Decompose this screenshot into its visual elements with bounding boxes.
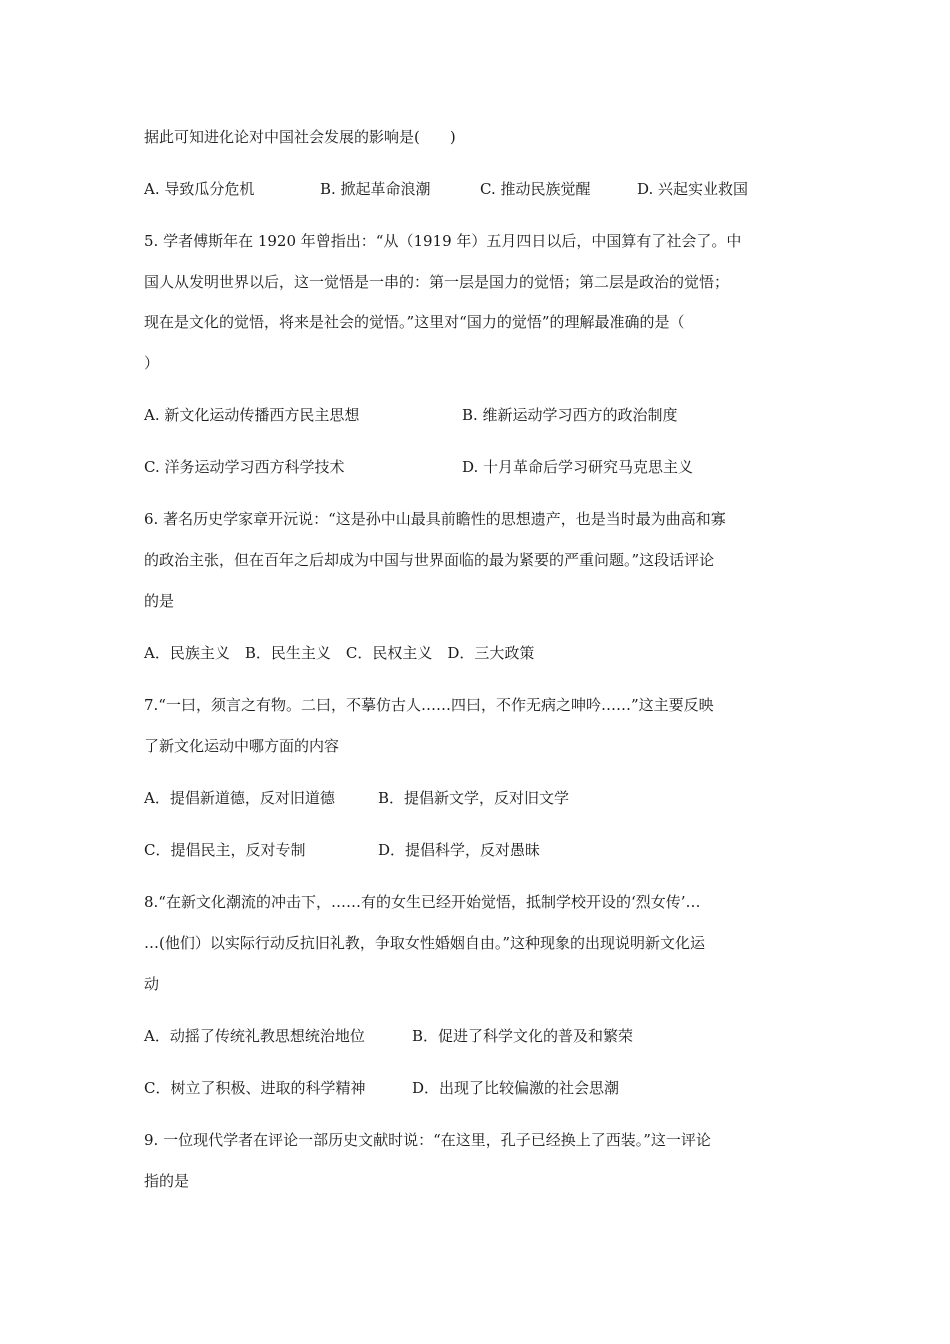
q6-stem-line-2: 的政治主张，但在百年之后却成为中国与世界面临的最为紧要的严重问题。”这段话评论	[144, 551, 715, 569]
q8-stem-line-2: …(他们）以实际行动反抗旧礼教，争取女性婚姻自由。”这种现象的出现说明新文化运	[144, 934, 706, 952]
q9-stem-line-1: 9. 一位现代学者在评论一部历史文献时说：“在这里，孔子已经换上了西装。”这一评论	[144, 1131, 711, 1149]
q5-stem-line-1: 5. 学者傅斯年在 1920 年曾指出：“从（1919 年）五月四日以后，中国算有了社会了。中	[144, 232, 742, 250]
q8-option-c: C．树立了积极、进取的科学精神	[144, 1079, 366, 1097]
q4-option-a: A. 导致瓜分危机	[144, 180, 255, 198]
q8-stem-line-1: 8.“在新文化潮流的冲击下，……有的女生已经开始觉悟，抵制学校开设的‘烈女传’…	[144, 893, 701, 911]
q9-stem-line-2: 指的是	[144, 1172, 190, 1190]
q6-stem-line-1: 6. 著名历史学家章开沅说：“这是孙中山最具前瞻性的思想遗产，也是当时最为曲高和寡	[144, 510, 726, 528]
q5-option-a: A. 新文化运动传播西方民主思想	[144, 406, 360, 424]
q4-option-d: D. 兴起实业救国	[637, 180, 749, 198]
q6-stem-line-3: 的是	[144, 592, 175, 610]
q8-option-d: D．出现了比较偏激的社会思潮	[412, 1079, 620, 1097]
q7-stem-line-2: 了新文化运动中哪方面的内容	[144, 737, 340, 755]
q7-option-c: C．提倡民主，反对专制	[144, 841, 306, 859]
q6-options: A．民族主义 B．民生主义 C．民权主义 D．三大政策	[144, 644, 535, 662]
q8-option-b: B．促进了科学文化的普及和繁荣	[412, 1027, 634, 1045]
q7-option-b: B．提倡新文学，反对旧文学	[378, 789, 570, 807]
q4-option-b: B. 掀起革命浪潮	[320, 180, 431, 198]
q5-option-c: C. 洋务运动学习西方科学技术	[144, 458, 345, 476]
q5-option-d: D. 十月革命后学习研究马克思主义	[462, 458, 694, 476]
q5-option-b: B. 维新运动学习西方的政治制度	[462, 406, 678, 424]
q5-stem-line-3: 现在是文化的觉悟，将来是社会的觉悟。”这里对“国力的觉悟”的理解最准确的是（	[144, 313, 685, 331]
q8-stem-line-3: 动	[144, 975, 160, 993]
q4-option-c: C. 推动民族觉醒	[480, 180, 591, 198]
q7-option-d: D．提倡科学，反对愚昧	[378, 841, 541, 859]
q5-stem-line-4: ）	[144, 354, 160, 372]
q7-option-a: A．提倡新道德，反对旧道德	[144, 789, 335, 807]
q7-stem-line-1: 7.“一曰，须言之有物。二曰，不摹仿古人……四曰，不作无病之呻吟……”这主要反映	[144, 696, 714, 714]
q4-stem-tail: 据此可知进化论对中国社会发展的影响是( )	[144, 128, 456, 146]
q8-option-a: A．动摇了传统礼教思想统治地位	[144, 1027, 365, 1045]
q5-stem-line-2: 国人从发明世界以后，这一觉悟是一串的：第一层是国力的觉悟；第二层是政治的觉悟；	[144, 273, 730, 291]
